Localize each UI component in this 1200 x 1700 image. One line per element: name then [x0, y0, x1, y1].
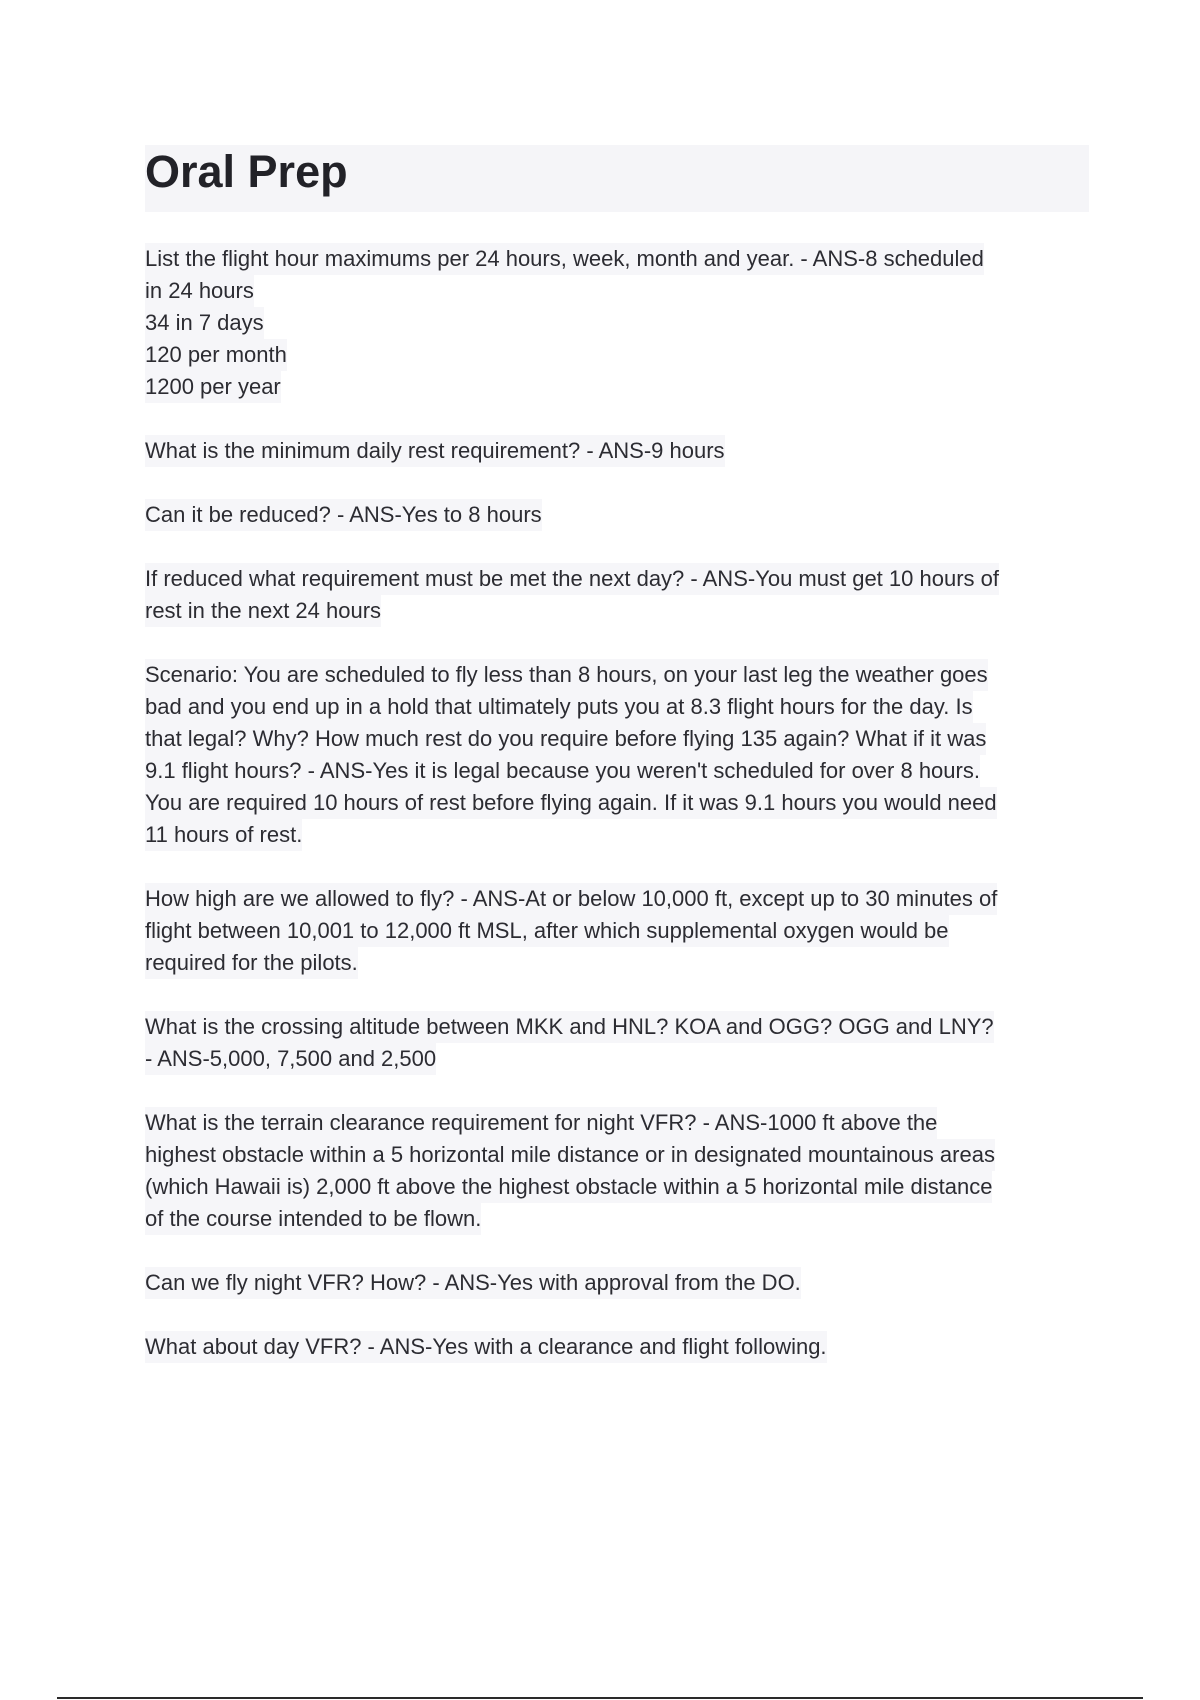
text-line: If reduced what requirement must be met the next day? - ANS-You must get 10 hours of	[145, 563, 999, 595]
text-line: flight between 10,001 to 12,000 ft MSL, after which supplemental oxygen would be	[145, 915, 949, 947]
qa-item-next-day-requirement	[145, 563, 1090, 627]
qa-item-altitude-limit	[145, 883, 1090, 979]
qa-item-day-vfr	[145, 1331, 1090, 1363]
text-line: Scenario: You are scheduled to fly less than 8 hours, on your last leg the weather goes	[145, 659, 988, 691]
footer-divider	[57, 1697, 1143, 1699]
text-line: that legal? Why? How much rest do you require before flying 135 again? What if it was	[145, 723, 986, 755]
text-line: of the course intended to be flown.	[145, 1203, 481, 1235]
text-line: (which Hawaii is) 2,000 ft above the highest obstacle within a 5 horizontal mile distance	[145, 1171, 992, 1203]
text-line: Can we fly night VFR? How? - ANS-Yes with approval from the DO.	[145, 1267, 801, 1299]
qa-item-daily-rest	[145, 435, 1090, 467]
text-line: 34 in 7 days	[145, 307, 264, 339]
text-line: What is the minimum daily rest requirement? - ANS-9 hours	[145, 435, 725, 467]
qa-item-flight-hour-maximums	[145, 243, 1090, 403]
text-line: 120 per month	[145, 339, 287, 371]
qa-item-crossing-altitude	[145, 1011, 1090, 1075]
text-line: Can it be reduced? - ANS-Yes to 8 hours	[145, 499, 542, 531]
qa-list	[145, 243, 1090, 1395]
text-line: What is the terrain clearance requirement for night VFR? - ANS-1000 ft above the	[145, 1107, 937, 1139]
text-line: How high are we allowed to fly? - ANS-At or below 10,000 ft, except up to 30 minutes of	[145, 883, 997, 915]
text-line: bad and you end up in a hold that ultimately puts you at 8.3 flight hours for the day. Is	[145, 691, 973, 723]
qa-item-scenario	[145, 659, 1090, 851]
text-line: in 24 hours	[145, 275, 254, 307]
qa-item-night-vfr	[145, 1267, 1090, 1299]
text-line: highest obstacle within a 5 horizontal mile distance or in designated mountainous areas	[145, 1139, 995, 1171]
text-line: 9.1 flight hours? - ANS-Yes it is legal because you weren't scheduled for over 8 hours.	[145, 755, 980, 787]
text-line: List the flight hour maximums per 24 hours, week, month and year. - ANS-8 scheduled	[145, 243, 984, 275]
text-line: 11 hours of rest.	[145, 819, 302, 851]
text-line: rest in the next 24 hours	[145, 595, 381, 627]
text-line: What is the crossing altitude between MKK and HNL? KOA and OGG? OGG and LNY?	[145, 1011, 994, 1043]
text-line: What about day VFR? - ANS-Yes with a clearance and flight following.	[145, 1331, 827, 1363]
qa-item-rest-reduced	[145, 499, 1090, 531]
page-title: Oral Prep	[145, 146, 348, 197]
text-line: required for the pilots.	[145, 947, 358, 979]
qa-item-terrain-clearance	[145, 1107, 1090, 1235]
text-line: - ANS-5,000, 7,500 and 2,500	[145, 1043, 436, 1075]
text-line: You are required 10 hours of rest before flying again. If it was 9.1 hours you would need	[145, 787, 997, 819]
text-line: 1200 per year	[145, 371, 281, 403]
